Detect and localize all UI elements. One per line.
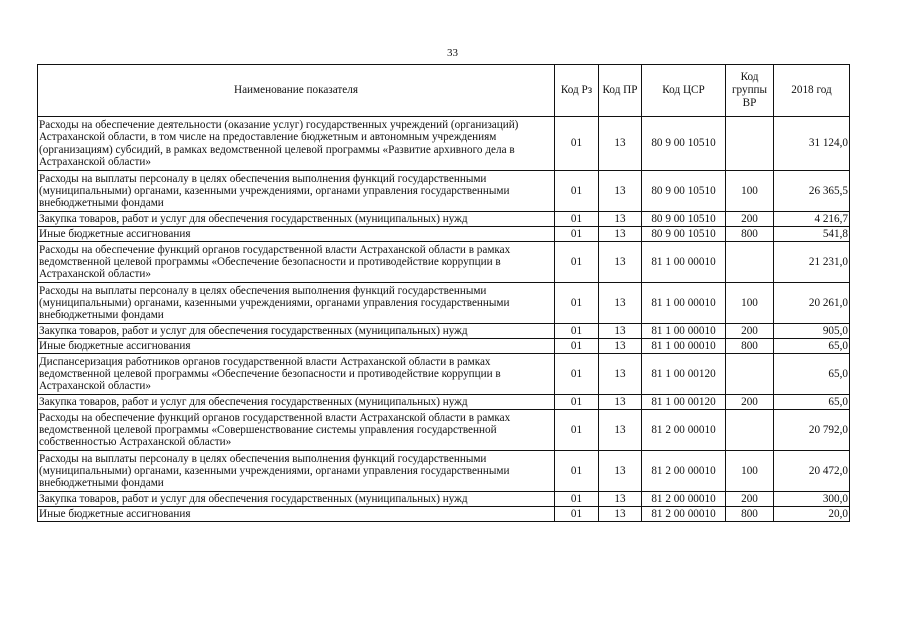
row-csr: 80 9 00 10510 xyxy=(642,171,726,212)
row-name: Расходы на обеспечение функций органов государственной власти Астраханской области в рамках ведомственной целевой программы «Обеспечение безопасности и противодействие коррупции в Астраханской области» xyxy=(38,242,555,283)
row-vr xyxy=(726,117,774,171)
row-rz: 01 xyxy=(555,171,599,212)
row-csr: 81 2 00 00010 xyxy=(642,410,726,451)
row-pr: 13 xyxy=(599,227,642,242)
row-vr: 800 xyxy=(726,507,774,522)
row-name: Закупка товаров, работ и услуг для обеспечения государственных (муниципальных) нужд xyxy=(38,395,555,410)
table-row xyxy=(38,283,850,324)
table-row xyxy=(38,354,850,395)
table-row xyxy=(38,395,850,410)
row-vr xyxy=(726,410,774,451)
row-csr: 81 1 00 00010 xyxy=(642,324,726,339)
row-pr: 13 xyxy=(599,492,642,507)
row-csr: 81 1 00 00010 xyxy=(642,283,726,324)
row-name: Иные бюджетные ассигнования xyxy=(38,339,555,354)
row-csr: 81 2 00 00010 xyxy=(642,507,726,522)
row-name: Расходы на обеспечение функций органов государственной власти Астраханской области в рамках ведомственной целевой программы «Совершенствование системы управления государственной собственностью Астраханской области» xyxy=(38,410,555,451)
row-rz: 01 xyxy=(555,339,599,354)
row-name: Расходы на обеспечение деятельности (оказание услуг) государственных учреждений (организаций) Астраханской области, в том числе на предоставление бюджетным и автономным учреждениям (организациям) субсидий, в рамках ведомственной целевой программы «Развитие архивного дела в Астраханской области» xyxy=(38,117,555,171)
row-rz: 01 xyxy=(555,354,599,395)
table-row xyxy=(38,324,850,339)
row-amount: 65,0 xyxy=(774,395,850,410)
row-name: Расходы на выплаты персоналу в целях обеспечения выполнения функций государственными (муниципальными) органами, казенными учреждениями, органами управления государственными внебюджетными фондами xyxy=(38,171,555,212)
row-name: Диспансеризация работников органов государственной власти Астраханской области в рамках ведомственной целевой программы «Обеспечение безопасности и противодействие коррупции в Астраханской области» xyxy=(38,354,555,395)
table-header-row xyxy=(38,65,850,117)
row-amount: 26 365,5 xyxy=(774,171,850,212)
row-pr: 13 xyxy=(599,171,642,212)
row-vr: 100 xyxy=(726,283,774,324)
row-pr: 13 xyxy=(599,324,642,339)
row-amount: 65,0 xyxy=(774,354,850,395)
row-vr xyxy=(726,242,774,283)
table-row xyxy=(38,410,850,451)
row-csr: 80 9 00 10510 xyxy=(642,227,726,242)
header-year: 2018 год xyxy=(774,65,850,117)
row-pr: 13 xyxy=(599,410,642,451)
table-row xyxy=(38,212,850,227)
row-pr: 13 xyxy=(599,117,642,171)
row-rz: 01 xyxy=(555,242,599,283)
row-pr: 13 xyxy=(599,283,642,324)
row-name: Расходы на выплаты персоналу в целях обеспечения выполнения функций государственными (муниципальными) органами, казенными учреждениями, органами управления государственными внебюджетными фондами xyxy=(38,451,555,492)
row-amount: 20 261,0 xyxy=(774,283,850,324)
table-row xyxy=(38,242,850,283)
row-csr: 81 1 00 00120 xyxy=(642,395,726,410)
row-amount: 300,0 xyxy=(774,492,850,507)
row-csr: 81 1 00 00010 xyxy=(642,242,726,283)
row-csr: 81 1 00 00010 xyxy=(642,339,726,354)
table-row xyxy=(38,492,850,507)
table-row xyxy=(38,227,850,242)
row-rz: 01 xyxy=(555,507,599,522)
row-pr: 13 xyxy=(599,354,642,395)
header-csr: Код ЦСР xyxy=(642,65,726,117)
row-rz: 01 xyxy=(555,117,599,171)
row-vr: 200 xyxy=(726,395,774,410)
table-row xyxy=(38,507,850,522)
row-vr: 200 xyxy=(726,324,774,339)
row-csr: 81 2 00 00010 xyxy=(642,492,726,507)
row-csr: 81 2 00 00010 xyxy=(642,451,726,492)
row-rz: 01 xyxy=(555,324,599,339)
row-vr xyxy=(726,354,774,395)
row-rz: 01 xyxy=(555,492,599,507)
row-amount: 20,0 xyxy=(774,507,850,522)
header-pr: Код ПР xyxy=(599,65,642,117)
row-amount: 905,0 xyxy=(774,324,850,339)
row-vr: 200 xyxy=(726,212,774,227)
row-csr: 80 9 00 10510 xyxy=(642,212,726,227)
row-amount: 31 124,0 xyxy=(774,117,850,171)
row-pr: 13 xyxy=(599,242,642,283)
row-amount: 65,0 xyxy=(774,339,850,354)
row-rz: 01 xyxy=(555,410,599,451)
row-amount: 20 472,0 xyxy=(774,451,850,492)
table-row xyxy=(38,451,850,492)
row-csr: 81 1 00 00120 xyxy=(642,354,726,395)
row-name: Закупка товаров, работ и услуг для обеспечения государственных (муниципальных) нужд xyxy=(38,212,555,227)
row-name: Закупка товаров, работ и услуг для обеспечения государственных (муниципальных) нужд xyxy=(38,492,555,507)
page-number: 33 xyxy=(447,47,458,59)
budget-table xyxy=(37,64,850,522)
row-rz: 01 xyxy=(555,227,599,242)
row-csr: 80 9 00 10510 xyxy=(642,117,726,171)
header-rz: Код Рз xyxy=(555,65,599,117)
row-rz: 01 xyxy=(555,212,599,227)
header-vr: Код группы ВР xyxy=(726,65,774,117)
table-row xyxy=(38,117,850,171)
row-name: Расходы на выплаты персоналу в целях обеспечения выполнения функций государственными (муниципальными) органами, казенными учреждениями, органами управления государственными внебюджетными фондами xyxy=(38,283,555,324)
row-vr: 800 xyxy=(726,227,774,242)
row-name: Закупка товаров, работ и услуг для обеспечения государственных (муниципальных) нужд xyxy=(38,324,555,339)
row-vr: 800 xyxy=(726,339,774,354)
row-pr: 13 xyxy=(599,451,642,492)
row-amount: 4 216,7 xyxy=(774,212,850,227)
header-name: Наименование показателя xyxy=(38,65,555,117)
row-amount: 20 792,0 xyxy=(774,410,850,451)
row-name: Иные бюджетные ассигнования xyxy=(38,227,555,242)
row-vr: 200 xyxy=(726,492,774,507)
row-rz: 01 xyxy=(555,283,599,324)
table-row xyxy=(38,339,850,354)
row-pr: 13 xyxy=(599,339,642,354)
row-pr: 13 xyxy=(599,507,642,522)
row-amount: 541,8 xyxy=(774,227,850,242)
row-vr: 100 xyxy=(726,171,774,212)
row-vr: 100 xyxy=(726,451,774,492)
table-row xyxy=(38,171,850,212)
row-amount: 21 231,0 xyxy=(774,242,850,283)
row-rz: 01 xyxy=(555,451,599,492)
row-rz: 01 xyxy=(555,395,599,410)
row-pr: 13 xyxy=(599,212,642,227)
row-pr: 13 xyxy=(599,395,642,410)
row-name: Иные бюджетные ассигнования xyxy=(38,507,555,522)
